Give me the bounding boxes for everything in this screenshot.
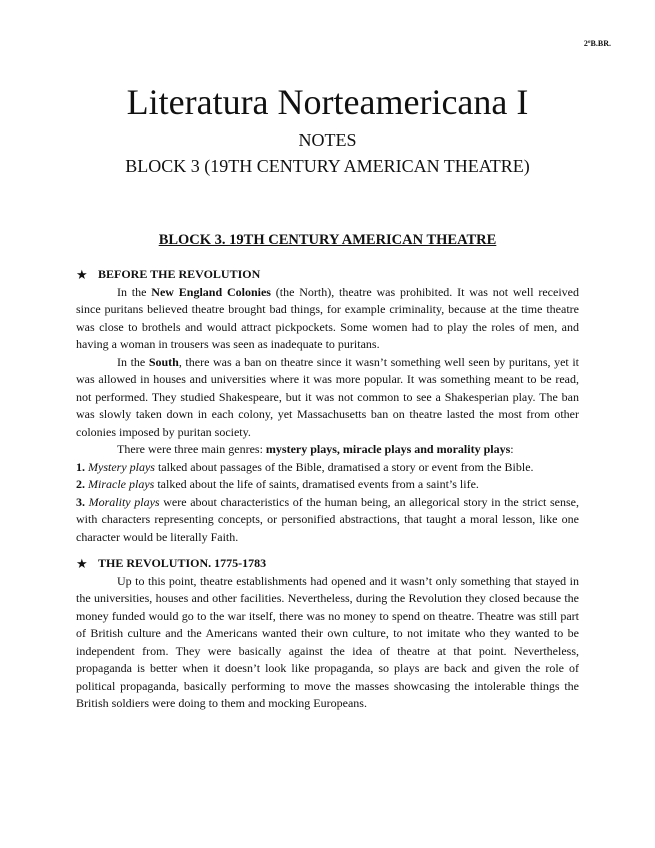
paragraph-south: In the South, there was a ban on theatre since it wasn’t something well seen by puritans, yet it was allowed in houses and universities where it was more popular. It was something meant to be read, not performed. They studied Shakespeare, but it was not common to see a Shakesperian play. The ban was slowly taken down in each colony, yet Massachusetts ban on theatre lasted the most from other colonies imposed by puritan society. xyxy=(76,354,580,439)
block-subtitle: BLOCK 3 (19TH CENTURY AMERICAN THEATRE) xyxy=(125,156,530,176)
section-heading xyxy=(76,555,579,573)
paragraph-genres: There were three main genres: mystery plays, miracle plays and morality plays: xyxy=(117,442,514,456)
paragraph-revolution: Up to this point, theatre establishments had opened and it wasn’t only something that stayed in the universities, houses and other facilities. Nevertheless, during the Revolution they closed because the money funded would go to the war itself, there was no money to spend on theatre. Theatre was still part of British culture and the Americans wanted their own culture, to not imitate who they wanted to be independent from. They were basically against the idea of theatre at that point. Nevertheless, propaganda is better when it doesn’t look like propaganda, so plays are back and given the role of political propaganda, basically performing to move the masses showcasing the intolerable things the British soldiers were doing to them and mocking Europeans. xyxy=(76,573,579,710)
list-item: 2. Miracle plays talked about the life of saints, dramatised events from a saint’s life. xyxy=(76,477,479,491)
document-code: 2ºB.BR. xyxy=(583,39,611,48)
document-title: Literatura Norteamericana I xyxy=(126,82,529,122)
star-bullet-icon: ★ xyxy=(76,556,88,571)
section-heading-text: BEFORE THE REVOLUTION xyxy=(98,267,261,281)
section-before-revolution xyxy=(76,266,579,546)
section-heading-text: THE REVOLUTION. 1775-1783 xyxy=(98,556,267,570)
notes-subtitle: NOTES xyxy=(298,130,357,150)
star-bullet-icon: ★ xyxy=(76,267,88,282)
block-heading: BLOCK 3. 19TH CENTURY AMERICAN THEATRE xyxy=(158,232,497,248)
section-revolution xyxy=(76,555,579,713)
list-item: 1. Mystery plays talked about passages of the Bible, dramatised a story or event from the Bible. xyxy=(76,459,534,474)
paragraph-new-england: In the New England Colonies (the North), theatre was prohibited. It was not well received since puritans believed theatre brought bad things, for example criminality, because at the time theatre was close to brothels and would attract pickpockets. Some women had to play the roles of men, and having a woman in trousers was seen as inadequate to puritans. xyxy=(76,284,579,351)
section-heading xyxy=(76,266,579,284)
list-item: 3. Morality plays were about characteristics of the human being, an allegorical story in the strict sense, with characters representing concepts, or personified abstractions, that taught a moral lesson, like one character would be literally Faith. xyxy=(76,494,580,544)
